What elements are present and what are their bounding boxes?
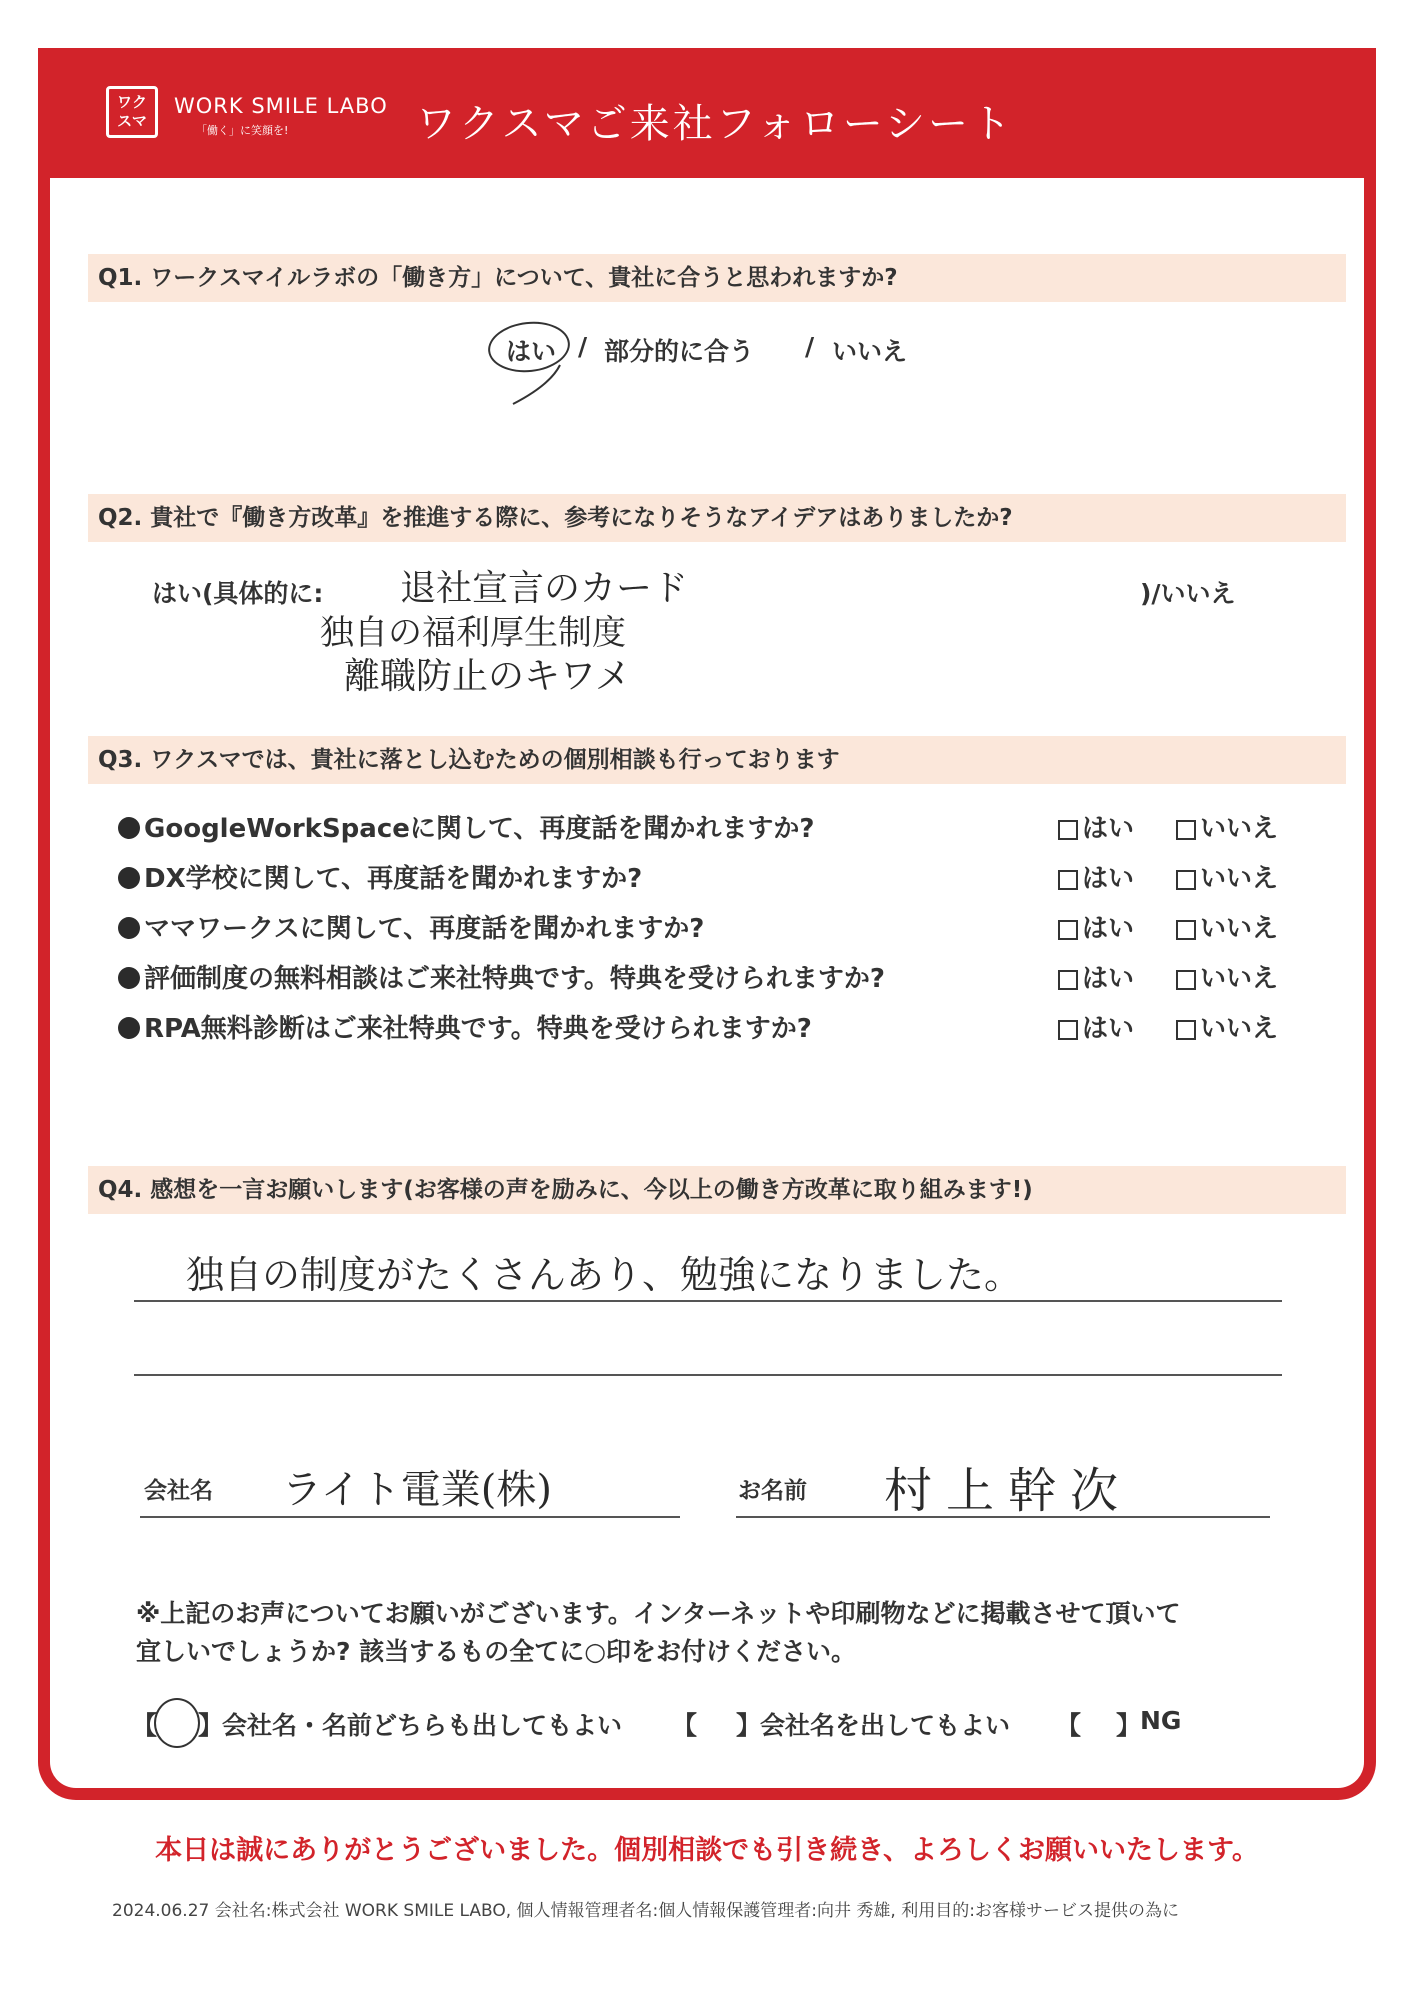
q2-answer-line1: 退社宣言のカード xyxy=(400,568,689,609)
q3-item-2-yes[interactable]: はい xyxy=(1058,858,1134,895)
q3-item-5-no[interactable]: いいえ xyxy=(1176,1008,1278,1045)
q1-circle-tail xyxy=(505,360,565,410)
consent-bracket-open-1: 【 xyxy=(132,1711,158,1740)
q3-item-1-no[interactable]: いいえ xyxy=(1176,808,1278,845)
checkbox-icon[interactable] xyxy=(1176,1020,1196,1040)
page-title: ワクスマご来社フォローシート xyxy=(416,101,1014,147)
consent-selected-circle xyxy=(154,1698,200,1748)
consent-bracket-close-3: 】 xyxy=(1116,1711,1142,1740)
person-underline xyxy=(736,1516,1270,1518)
checkbox-icon[interactable] xyxy=(1058,1020,1078,1040)
bullet-icon xyxy=(118,1017,140,1039)
consent-bracket-close-2: 】 xyxy=(736,1711,762,1740)
checkbox-icon[interactable] xyxy=(1176,970,1196,990)
checkbox-icon[interactable] xyxy=(1176,870,1196,890)
consent-line1: ※上記のお声についてお願いがございます。インターネットや印刷物などに掲載させて頂いて xyxy=(136,1599,1181,1628)
q3-item-3-no[interactable]: いいえ xyxy=(1176,908,1278,945)
q4-question: Q4. 感想を一言お願いします(お客様の声を励みに、今以上の働き方改革に取り組みます!) xyxy=(88,1166,1346,1214)
q1-option-no[interactable]: いいえ xyxy=(832,337,908,366)
footer-note: 2024.06.27 会社名:株式会社 WORK SMILE LABO, 個人情報管理者名:個人情報保護管理者:向井 秀雄, 利用目的:お客様サービス提供の為に xyxy=(112,1901,1179,1921)
company-value[interactable]: ライト電業(株) xyxy=(282,1467,553,1513)
logo-name: WORK SMILE LABO xyxy=(174,94,388,118)
consent-option-3[interactable]: NG xyxy=(1140,1706,1182,1735)
company-underline xyxy=(140,1516,680,1518)
checkbox-icon[interactable] xyxy=(1176,920,1196,940)
checkbox-icon[interactable] xyxy=(1058,920,1078,940)
consent-bracket-close-1: 】 xyxy=(198,1711,224,1740)
q3-item-2: DX学校に関して、再度話を聞かれますか? xyxy=(118,858,642,895)
q1-sep2: / xyxy=(805,332,815,361)
q3-item-1-yes[interactable]: はい xyxy=(1058,808,1134,845)
consent-option-1[interactable]: 会社名・名前どちらも出してもよい xyxy=(222,1711,623,1740)
q3-item-1: GoogleWorkSpaceに関して、再度話を聞かれますか? xyxy=(118,808,814,845)
logo-mark-icon: ワク スマ xyxy=(106,86,158,138)
q3-item-2-no[interactable]: いいえ xyxy=(1176,858,1278,895)
q3-item-3-yes[interactable]: はい xyxy=(1058,908,1134,945)
q2-answer-line2: 独自の福利厚生制度 xyxy=(320,613,626,653)
consent-option-2[interactable]: 会社名を出してもよい xyxy=(760,1711,1011,1740)
q4-answer-line-2 xyxy=(134,1374,1282,1376)
checkbox-icon[interactable] xyxy=(1058,820,1078,840)
q1-sep1: / xyxy=(578,332,588,361)
q3-question: Q3. ワクスマでは、貴社に落とし込むための個別相談も行っております xyxy=(88,736,1346,784)
q3-item-3: ママワークスに関して、再度話を聞かれますか? xyxy=(118,908,704,945)
logo-tagline: 「働く」に笑顔を! xyxy=(196,124,289,137)
consent-bracket-open-3: 【 xyxy=(1056,1711,1082,1740)
q2-question: Q2. 貴社で『働き方改革』を推進する際に、参考になりそうなアイデアはありましたか? xyxy=(88,494,1346,542)
q4-answer-line-1 xyxy=(134,1300,1282,1302)
q3-item-5: RPA無料診断はご来社特典です。特典を受けられますか? xyxy=(118,1008,812,1045)
q3-item-4-yes[interactable]: はい xyxy=(1058,958,1134,995)
q3-item-4: 評価制度の無料相談はご来社特典です。特典を受けられますか? xyxy=(118,958,885,995)
consent-bracket-open-2: 【 xyxy=(672,1711,698,1740)
bullet-icon xyxy=(118,817,140,839)
q3-item-4-no[interactable]: いいえ xyxy=(1176,958,1278,995)
checkbox-icon[interactable] xyxy=(1176,820,1196,840)
bullet-icon xyxy=(118,917,140,939)
person-value[interactable]: 村上幹次 xyxy=(884,1463,1133,1519)
q1-question: Q1. ワークスマイルラボの「働き方」について、貴社に合うと思われますか? xyxy=(88,254,1346,302)
checkbox-icon[interactable] xyxy=(1058,870,1078,890)
footer-thanks: 本日は誠にありがとうございました。個別相談でも引き続き、よろしくお願いいたします。 xyxy=(155,1835,1259,1866)
person-label: お名前 xyxy=(738,1478,807,1504)
consent-line2: 宜しいでしょうか? 該当するもの全てに○印をお付けください。 xyxy=(136,1637,857,1666)
q2-answer-line3: 離職防止のキワメ xyxy=(344,656,631,697)
company-label: 会社名 xyxy=(144,1478,213,1504)
checkbox-icon[interactable] xyxy=(1058,970,1078,990)
q1-option-partial[interactable]: 部分的に合う xyxy=(604,337,755,366)
q4-answer: 独自の制度がたくさんあり、勉強になりました。 xyxy=(186,1253,1023,1297)
q1-option-yes[interactable]: はい xyxy=(506,337,557,366)
q2-suffix[interactable]: )/いいえ xyxy=(1140,579,1236,608)
bullet-icon xyxy=(118,967,140,989)
q2-yes-prefix: はい(具体的に: xyxy=(152,579,324,608)
bullet-icon xyxy=(118,867,140,889)
q3-item-5-yes[interactable]: はい xyxy=(1058,1008,1134,1045)
